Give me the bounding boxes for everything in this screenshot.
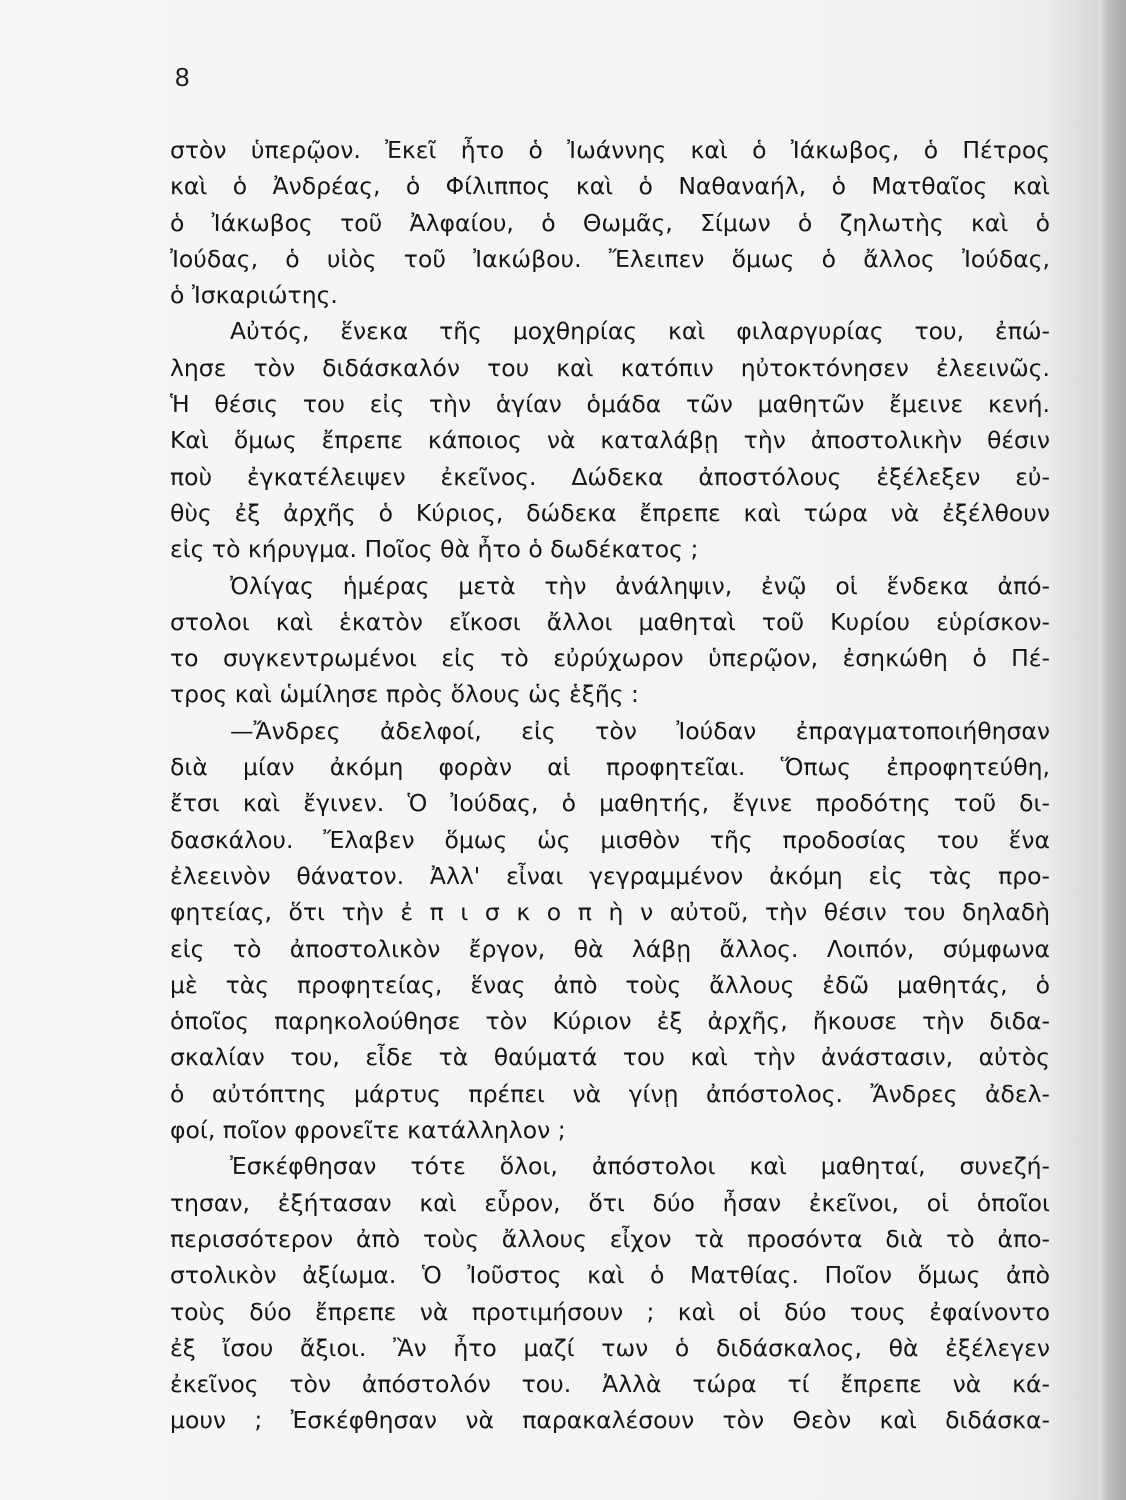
text-line: διὰ μίαν ἀκόμη φορὰν αἱ προφητεῖαι. Ὅπως ἐπροφητεύθη,	[170, 753, 1050, 782]
text-line: ὁ αὐτόπτης μάρτυς πρέπει νὰ γίνῃ ἀπόστολος. Ἄνδρες ἀδελ-	[170, 1079, 1050, 1108]
text-line: ποὺ ἐγκατέλειψεν ἐκεῖνος. Δώδεκα ἀποστόλους ἐξέλεξεν εὐ-	[170, 462, 1050, 491]
text-line: εἰς τὸ κήρυγμα. Ποῖος θὰ ἦτο ὁ δωδέκατος ;	[170, 535, 699, 564]
text-line: ὁ Ἰσκαριώτης.	[170, 281, 338, 310]
text-line: το συγκεντρωμένοι εἰς τὸ εὐρύχωρον ὑπερῷον, ἐσηκώθη ὁ Πέ-	[170, 644, 1050, 673]
text-line: φοί, ποῖον φρονεῖτε κατάλληλον ;	[170, 1116, 566, 1145]
text-line: ἐξ ἴσου ἄξιοι. Ἂν ἦτο μαζί των ὁ διδάσκαλος, θὰ ἐξέλεγεν	[170, 1333, 1050, 1362]
text-line: σκαλίαν του, εἶδε τὰ θαύματά του καὶ τὴν ἀνάστασιν, αὐτὸς	[170, 1043, 1050, 1072]
text-line: —Ἄνδρες ἀδελφοί, εἰς τὸν Ἰούδαν ἐπραγματοποιήθησαν	[230, 716, 1050, 745]
text-line: τοὺς δύο ἔπρεπε νὰ προτιμήσουν ; καὶ οἱ δύο τους ἐφαίνοντο	[170, 1297, 1050, 1326]
page-number: 8	[175, 62, 190, 92]
text-line: στὸν ὑπερῷον. Ἐκεῖ ἦτο ὁ Ἰωάννης καὶ ὁ Ἰάκωβος, ὁ Πέτρος	[170, 136, 1050, 164]
text-line: λησε τὸν διδάσκαλόν του καὶ κατόπιν ηὐτοκτόνησεν ἐλεεινῶς.	[170, 353, 1050, 382]
text-line: καὶ ὁ Ἀνδρέας, ὁ Φίλιππος καὶ ὁ Ναθαναήλ, ὁ Ματθαῖος καὶ	[170, 172, 1050, 201]
text-line: περισσότερον ἀπὸ τοὺς ἄλλους εἶχον τὰ προσόντα διὰ τὸ ἀπο-	[170, 1224, 1050, 1253]
text-line: ὁποῖος παρηκολούθησε τὸν Κύριον ἐξ ἀρχῆς, ἤκουσε τὴν διδα-	[170, 1007, 1050, 1036]
text-line: τρος καὶ ὡμίλησε πρὸς ὅλους ὡς ἑξῆς :	[170, 680, 639, 709]
text-line: Αὐτός, ἕνεκα τῆς μοχθηρίας καὶ φιλαργυρίας του, ἐπώ-	[230, 317, 1050, 346]
text-line: στολοι καὶ ἑκατὸν εἴκοσι ἄλλοι μαθηταὶ τοῦ Κυρίου εὑρίσκον-	[170, 607, 1050, 636]
text-line: φητείας, ὅτι τὴν ἐ π ι σ κ ο π ὴ ν αὐτοῦ, τὴν θέσιν του δηλαδὴ	[170, 898, 1050, 927]
text-line: ὁ Ἰάκωβος τοῦ Ἀλφαίου, ὁ Θωμᾶς, Σίμων ὁ ζηλωτὴς καὶ ὁ	[170, 208, 1050, 237]
text-line: τησαν, ἐξήτασαν καὶ εὗρον, ὅτι δύο ἦσαν ἐκεῖνοι, οἱ ὁποῖοι	[170, 1188, 1050, 1217]
book-gutter-edge	[1098, 0, 1126, 1500]
text-line: ἔτσι καὶ ἔγινεν. Ὁ Ἰούδας, ὁ μαθητής, ἔγινε προδότης τοῦ δι-	[170, 789, 1050, 818]
text-line: Ἐσκέφθησαν τότε ὅλοι, ἀπόστολοι καὶ μαθηταί, συνεζή-	[230, 1152, 1050, 1181]
text-line: Ἰούδας, ὁ υἱὸς τοῦ Ἰακώβου. Ἔλειπεν ὅμως ὁ ἄλλος Ἰούδας,	[170, 244, 1050, 273]
text-line: θὺς ἐξ ἀρχῆς ὁ Κύριος, δώδεκα ἔπρεπε καὶ τώρα νὰ ἐξέλθουν	[170, 498, 1050, 527]
text-line: ἐλεεινὸν θάνατον. Ἀλλ' εἶναι γεγραμμένον ἀκόμη εἰς τὰς προ-	[170, 861, 1050, 890]
text-line: ἐκεῖνος τὸν ἀπόστολόν του. Ἀλλὰ τώρα τί ἔπρεπε νὰ κά-	[170, 1370, 1050, 1399]
text-line: δασκάλου. Ἔλαβεν ὅμως ὡς μισθὸν τῆς προδοσίας του ἕνα	[170, 825, 1050, 854]
text-line: Ἡ θέσις του εἰς τὴν ἁγίαν ὁμάδα τῶν μαθητῶν ἔμεινε κενή.	[170, 390, 1050, 419]
text-line: Ὀλίγας ἡμέρας μετὰ τὴν ἀνάληψιν, ἐνῷ οἱ ἕνδεκα ἀπό-	[230, 571, 1050, 600]
body-text	[170, 132, 1050, 1439]
text-line: μουν ; Ἐσκέφθησαν νὰ παρακαλέσουν τὸν Θεὸν καὶ διδάσκα-	[170, 1406, 1050, 1435]
text-line: μὲ τὰς προφητείας, ἕνας ἀπὸ τοὺς ἄλλους ἐδῶ μαθητάς, ὁ	[170, 970, 1050, 999]
text-line: Καὶ ὅμως ἔπρεπε κάποιος νὰ καταλάβῃ τὴν ἀποστολικὴν θέσιν	[170, 426, 1050, 455]
text-line: στολικὸν ἀξίωμα. Ὁ Ἰοῦστος καὶ ὁ Ματθίας. Ποῖον ὅμως ἀπὸ	[170, 1261, 1050, 1290]
text-line: εἰς τὸ ἀποστολικὸν ἔργον, θὰ λάβῃ ἄλλος. Λοιπόν, σύμφωνα	[170, 934, 1050, 963]
